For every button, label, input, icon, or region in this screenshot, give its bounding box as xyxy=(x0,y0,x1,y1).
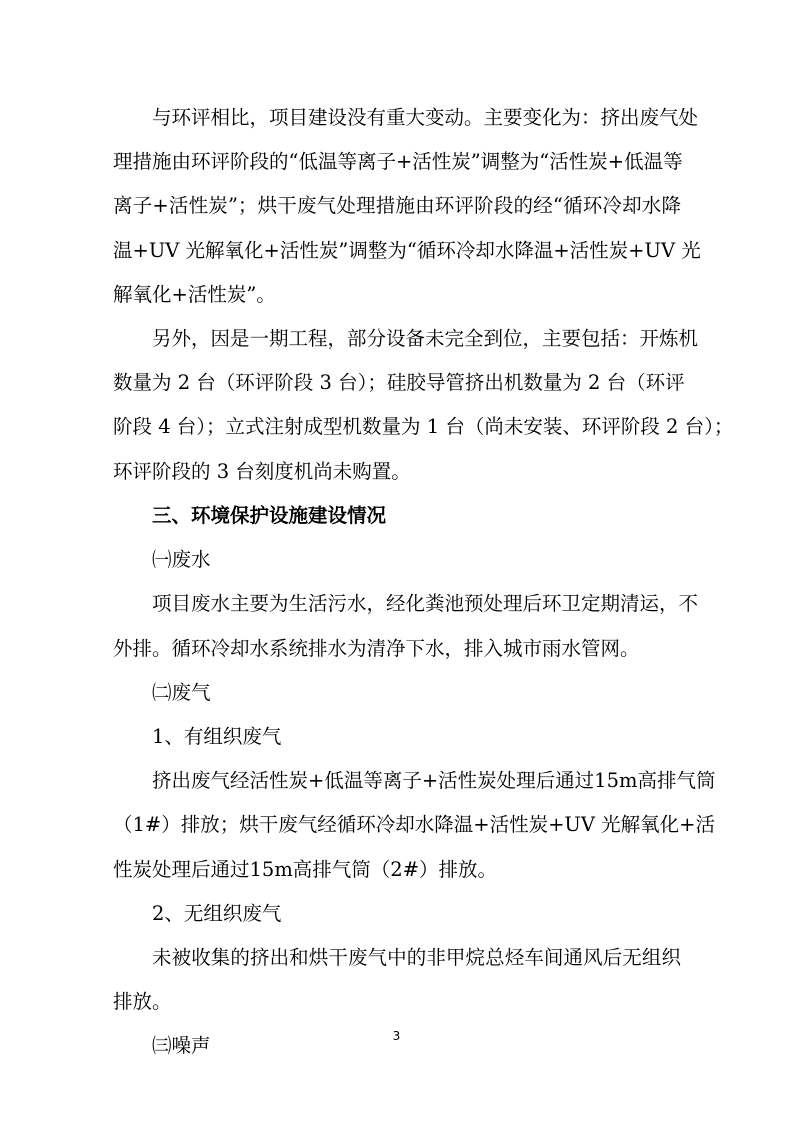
item-heading-unorganized: 2、无组织废气 xyxy=(152,902,282,925)
text-line: 项目废水主要为生活污水，经化粪池预处理后环卫定期清运，不 xyxy=(152,592,699,615)
text-line: 温+UV 光解氧化+活性炭”调整为“循环冷却水降温+活性炭+UV 光 xyxy=(113,239,701,262)
text-line: 数量为 2 台（环评阶段 3 台）；硅胶导管挤出机数量为 2 台（环评 xyxy=(113,371,685,394)
text-line: 解氧化+活性炭”。 xyxy=(113,283,276,306)
item-heading-organized: 1、有组织废气 xyxy=(152,725,282,748)
page-number: 3 xyxy=(392,1029,401,1043)
text-line: 外排。循环冷却水系统排水为清净下水，排入城市雨水管网。 xyxy=(113,637,640,660)
subsection-heading-wastewater: ㈠废水 xyxy=(152,548,211,571)
text-line: （1#）排放；烘干废气经循环冷却水降温+活性炭+UV 光解氧化+活 xyxy=(113,813,715,836)
text-line: 未被收集的挤出和烘干废气中的非甲烷总烃车间通风后无组织 xyxy=(152,946,681,969)
subsection-heading-waste-gas: ㈡废气 xyxy=(152,681,211,704)
text-line: 环评阶段的 3 台刻度机尚未购置。 xyxy=(113,460,411,483)
text-line: 离子+活性炭”；烘干废气处理措施由环评阶段的经“循环冷却水降 xyxy=(113,194,681,217)
text-line: 理措施由环评阶段的“低温等离子+活性炭”调整为“活性炭+低温等 xyxy=(113,150,683,173)
text-line: 另外，因是一期工程，部分设备未完全到位，主要包括：开炼机 xyxy=(152,327,699,350)
text-line: 挤出废气经活性炭+低温等离子+活性炭处理后通过15m高排气筒 xyxy=(152,769,716,792)
text-line: 阶段 4 台）；立式注射成型机数量为 1 台（尚未安装、环评阶段 2 台）； xyxy=(113,415,734,438)
text-line: 排放。 xyxy=(113,990,172,1013)
subsection-heading-noise: ㈢噪声 xyxy=(152,1034,211,1057)
text-line: 性炭处理后通过15m高排气筒（2#）排放。 xyxy=(113,858,498,881)
section-heading: 三、环境保护设施建设情况 xyxy=(152,504,387,527)
text-line: 与环评相比，项目建设没有重大变动。主要变化为：挤出废气处 xyxy=(152,106,699,129)
